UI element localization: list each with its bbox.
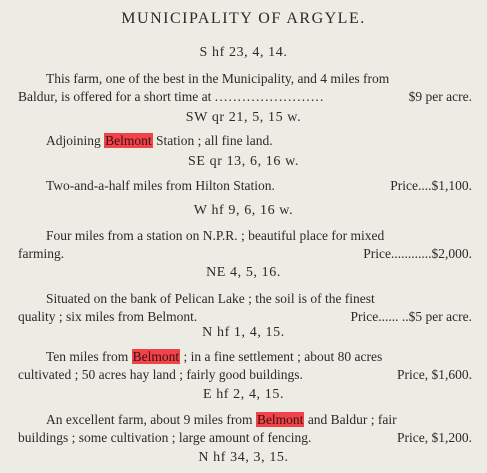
listing-line	[18, 411, 472, 429]
listing-line	[18, 245, 472, 263]
listing-price: Price............$2,000.	[363, 246, 472, 261]
lot-heading: W hf 9, 6, 16 w.	[193, 203, 294, 218]
listing-description	[18, 411, 472, 447]
listing-text: Situated on the bank of Pelican Lake ; the soil is of the finest	[46, 291, 375, 306]
listing-description	[18, 348, 472, 384]
listing-text	[46, 411, 397, 429]
listing-line	[18, 290, 472, 308]
highlighted-term: Belmont	[132, 349, 180, 364]
lot-heading: E hf 2, 4, 15.	[202, 387, 285, 402]
highlighted-term: Belmont	[256, 412, 304, 427]
listing-text: cultivated ; 50 acres hay land ; fairly good buildings.	[18, 367, 303, 382]
listing-line	[18, 308, 472, 326]
listing-text: Two-and-a-half miles from Hilton Station.	[46, 178, 275, 193]
listing-text: quality ; six miles from Belmont.	[18, 309, 198, 324]
listing-text-part: An excellent farm, about 9 miles from	[46, 412, 256, 427]
lot-heading: NE 4, 5, 16.	[206, 265, 281, 280]
lot-heading: N hf 1, 4, 15.	[202, 325, 285, 340]
listing-text	[18, 88, 325, 106]
listing-description	[18, 290, 472, 326]
listing-price: $9 per acre.	[408, 89, 472, 104]
listing-description	[18, 227, 472, 263]
listing-text	[46, 132, 273, 150]
listing-text-part: Ten miles from	[46, 349, 132, 364]
listing-text: Four miles from a station on N.P.R. ; beautiful place for mixed	[46, 228, 385, 243]
listing-text-part: Baldur, is offered for a short time at	[18, 89, 215, 104]
lot-heading: N hf 34, 3, 15.	[198, 450, 289, 465]
listing-text: farming.	[18, 246, 65, 261]
highlighted-term: Belmont	[105, 133, 152, 148]
lot-heading: S hf 23, 4, 14.	[199, 45, 288, 60]
listing-line	[18, 132, 472, 150]
lot-heading: SE qr 13, 6, 16 w.	[187, 154, 299, 169]
lot-heading: SW qr 21, 5, 15 w.	[185, 110, 302, 125]
listing-text: buildings ; some cultivation ; large amount of fencing.	[18, 430, 312, 445]
listing-line	[18, 88, 472, 106]
listing-price: Price....$1,100.	[390, 178, 472, 193]
listing-description	[18, 132, 472, 150]
listing-line	[18, 227, 472, 245]
listing-price: Price...... ..$5 per acre.	[350, 309, 472, 324]
listing-text	[46, 348, 382, 366]
listing-text-part: and Baldur ; fair	[304, 412, 397, 427]
listing-text: This farm, one of the best in the Municipality, and 4 miles from	[46, 71, 390, 86]
listing-description	[18, 70, 472, 106]
listing-text-part: Station ; all fine land.	[152, 133, 273, 148]
leader-dots: ........................	[214, 89, 325, 104]
listing-text-part: Adjoining	[46, 133, 105, 148]
listing-price: Price, $1,600.	[397, 367, 472, 382]
listing-description	[18, 177, 472, 195]
listing-text-part: ; in a fine settlement ; about 80 acres	[180, 349, 383, 364]
page-title: MUNICIPALITY OF ARGYLE.	[121, 10, 366, 27]
listing-line	[18, 70, 472, 88]
listing-line	[18, 177, 472, 195]
listing-line	[18, 348, 472, 366]
listing-line	[18, 366, 472, 384]
listing-line	[18, 429, 472, 447]
listing-price: Price, $1,200.	[397, 430, 472, 445]
